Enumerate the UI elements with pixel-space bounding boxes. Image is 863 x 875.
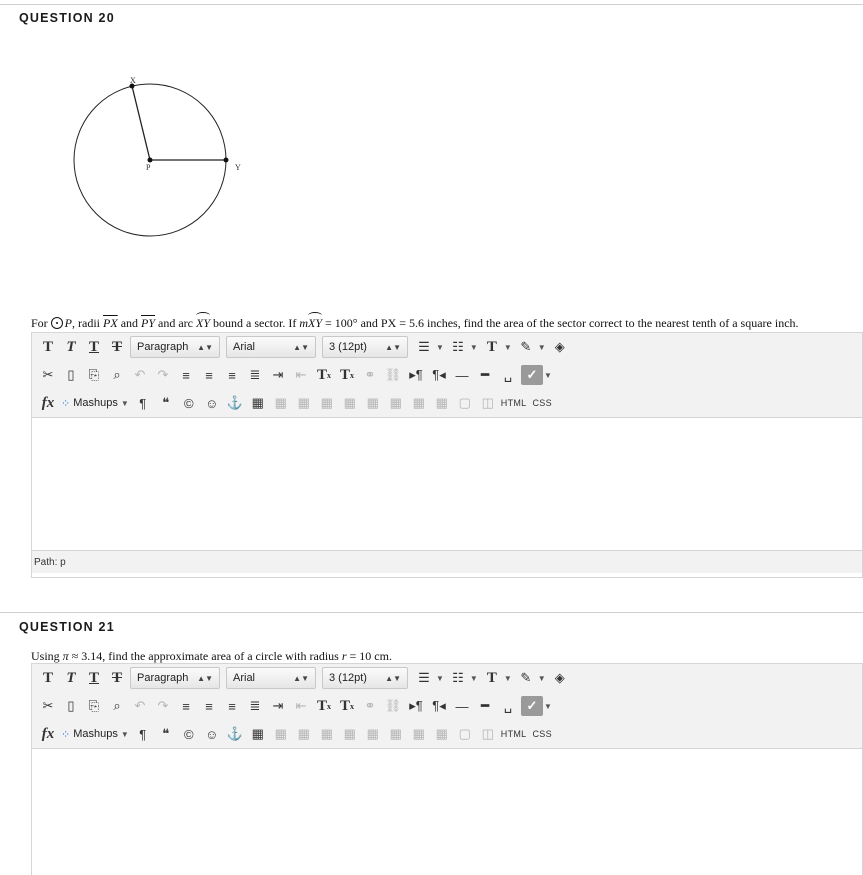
size-select[interactable]: 3 (12pt) ▲▼ [322, 336, 408, 358]
emoticon-icon[interactable]: ☺ [205, 726, 219, 742]
html-button[interactable]: HTML [500, 729, 527, 739]
table-row-props-icon[interactable]: ▦ [274, 395, 287, 410]
top-divider [0, 4, 863, 5]
indent-icon[interactable]: ⇥ [272, 367, 284, 382]
toolbar-row-3: fx ⁘ Mashups ▼ ¶ ❝ © ☺ ⚓ ▦ ▦ ▦ ▦ ▦ ▦ ▦ ▦ ▦ ▢ ◫ HTML CSS [32, 720, 862, 748]
horizontal-rule-icon[interactable]: — [455, 698, 469, 714]
merge-cells-icon[interactable]: ◫ [481, 395, 494, 410]
table-icon[interactable]: ▦ [251, 726, 264, 741]
font-select[interactable]: Arial ▲▼ [226, 667, 316, 689]
label-y: Y [235, 163, 241, 172]
bold-button[interactable]: T [42, 338, 53, 355]
thick-rule-icon[interactable]: ━ [481, 367, 489, 382]
rtl-icon[interactable]: ¶◂ [432, 698, 446, 713]
text-color-button[interactable]: T [486, 669, 497, 686]
question-21-prompt: Using π ≈ 3.14, find the approximate area of a circle with radius r = 10 cm. [31, 649, 392, 663]
spellcheck-icon[interactable]: ✓ [521, 365, 543, 385]
bullet-list-icon[interactable]: ☰ [418, 339, 430, 354]
paragraph-mark-icon[interactable]: ¶ [139, 395, 147, 411]
split-cells-icon[interactable]: ▢ [458, 726, 471, 741]
text-color-button[interactable]: T [486, 338, 497, 355]
unlink-icon[interactable]: ⛓ [384, 367, 402, 382]
path-bar: Path: p [32, 550, 862, 573]
toolbar-row-2: ✂ ▯ ⎘ ⌕ ↶ ↷ ≡ ≡ ≡ ≣ ⇥ ⇤ T x T x ⚭ ⛓ ▸¶ ¶◂ — ━ ␣ ✓ ▼ [32, 361, 862, 389]
mashups-icon: ⁘ [61, 728, 71, 741]
insert-col-before-icon[interactable]: ▦ [389, 395, 402, 410]
table-row-props-icon[interactable]: ▦ [274, 726, 287, 741]
rtl-icon[interactable]: ¶◂ [432, 367, 446, 382]
highlight-icon[interactable]: ✎ [520, 670, 532, 685]
align-left-icon[interactable]: ≡ [182, 698, 190, 714]
eraser-icon[interactable]: ◈ [554, 670, 565, 685]
formula-icon[interactable]: fx [41, 394, 55, 411]
insert-row-after-icon[interactable]: ▦ [343, 395, 356, 410]
strikethrough-button[interactable]: T [111, 669, 122, 686]
html-button[interactable]: HTML [500, 398, 527, 408]
copyright-icon[interactable]: © [183, 395, 194, 411]
indent-icon[interactable]: ⇥ [272, 698, 284, 713]
link-icon[interactable]: ⚭ [364, 698, 376, 713]
align-center-icon[interactable]: ≡ [205, 367, 213, 383]
italic-button[interactable]: T [66, 669, 76, 686]
format-select[interactable]: Paragraph ▲▼ [130, 336, 220, 358]
bold-button[interactable]: T [42, 669, 53, 686]
redo-icon[interactable]: ↷ [157, 367, 169, 382]
paste-icon[interactable]: ⎘ [88, 367, 100, 382]
insert-row-after-icon[interactable]: ▦ [343, 726, 356, 741]
mashups-icon: ⁘ [61, 397, 71, 410]
strikethrough-button[interactable]: T [111, 338, 122, 355]
italic-button[interactable]: T [66, 338, 76, 355]
underline-button[interactable]: T [88, 669, 99, 686]
split-cells-icon[interactable]: ▢ [458, 395, 471, 410]
toolbar-row-3: fx ⁘ Mashups ▼ ¶ ❝ © ☺ ⚓ ▦ ▦ ▦ ▦ ▦ ▦ ▦ ▦ ▦ ▢ ◫ HTML CSS [32, 389, 862, 417]
align-center-icon[interactable]: ≡ [205, 698, 213, 714]
circle-dot-icon [51, 317, 63, 329]
anchor-icon[interactable]: ⚓ [226, 726, 243, 741]
merge-cells-icon[interactable]: ◫ [481, 726, 494, 741]
outdent-icon[interactable]: ⇤ [295, 367, 307, 382]
toolbar-row-2: ✂ ▯ ⎘ ⌕ ↶ ↷ ≡ ≡ ≡ ≣ ⇥ ⇤ T x T x ⚭ ⛓ ▸¶ ¶◂ — ━ ␣ ✓ ▼ [32, 692, 862, 720]
delete-row-icon[interactable]: ▦ [366, 726, 379, 741]
table-cell-props-icon[interactable]: ▦ [297, 395, 310, 410]
table-icon[interactable]: ▦ [251, 395, 264, 410]
bullet-list-icon[interactable]: ☰ [418, 670, 430, 685]
unlink-icon[interactable]: ⛓ [384, 698, 402, 713]
css-button[interactable]: CSS [532, 729, 552, 739]
align-right-icon[interactable]: ≡ [228, 367, 236, 383]
question-20-prompt: For P, radii $\overline{PX}$ and $\overline{PY}$ and arc XY bound a sector. If mXY = 100° and PX = 5.6 inches, find the area of the sector correct to the nearest tenth of a square inch. [31, 316, 799, 330]
circle-diagram [60, 70, 260, 250]
label-x: X [130, 76, 136, 85]
delete-col-icon[interactable]: ▦ [435, 395, 448, 410]
redo-icon[interactable]: ↷ [157, 698, 169, 713]
question-21-text-area[interactable] [32, 749, 862, 875]
numbered-list-icon[interactable]: ☷ [452, 339, 464, 354]
thick-rule-icon[interactable]: ━ [481, 698, 489, 713]
format-select[interactable]: Paragraph ▲▼ [130, 667, 220, 689]
underline-button[interactable]: T [88, 338, 99, 355]
find-icon[interactable]: ⌕ [113, 367, 121, 382]
mashups-menu[interactable]: ⁘ Mashups [61, 397, 118, 410]
css-button[interactable]: CSS [532, 398, 552, 408]
size-select[interactable]: 3 (12pt) ▲▼ [322, 667, 408, 689]
insert-col-after-icon[interactable]: ▦ [412, 395, 425, 410]
align-justify-icon[interactable]: ≣ [249, 367, 261, 382]
question-21-editor [31, 663, 863, 875]
insert-col-after-icon[interactable]: ▦ [412, 726, 425, 741]
cut-icon[interactable]: ✂ [42, 367, 54, 382]
ltr-icon[interactable]: ▸¶ [409, 698, 423, 713]
outdent-icon[interactable]: ⇤ [295, 698, 307, 713]
question-20-text-area[interactable] [32, 418, 862, 550]
font-select[interactable]: Arial ▲▼ [226, 336, 316, 358]
question-20-title: QUESTION 20 [19, 11, 115, 25]
superscript-button[interactable]: T x [316, 366, 331, 383]
spellcheck-icon[interactable]: ✓ [521, 696, 543, 716]
subscript-button[interactable]: T x [339, 697, 354, 714]
highlight-icon[interactable]: ✎ [520, 339, 532, 354]
align-left-icon[interactable]: ≡ [182, 367, 190, 383]
cut-icon[interactable]: ✂ [42, 698, 54, 713]
mashups-menu[interactable]: ⁘ Mashups [61, 728, 118, 741]
insert-row-before-icon[interactable]: ▦ [320, 395, 333, 410]
paste-icon[interactable]: ⎘ [88, 698, 100, 713]
toolbar-row-1: T T T T Paragraph ▲▼ Arial ▲▼ 3 (12pt) ▲▼ ☰ ▼ ☷ ▼ T ▼ ✎ ▼ ◈ [32, 333, 862, 361]
find-icon[interactable]: ⌕ [113, 698, 121, 713]
anchor-icon[interactable]: ⚓ [226, 395, 243, 410]
delete-col-icon[interactable]: ▦ [435, 726, 448, 741]
align-justify-icon[interactable]: ≣ [249, 698, 261, 713]
superscript-button[interactable]: T x [316, 697, 331, 714]
horizontal-rule-icon[interactable]: — [455, 367, 469, 383]
copy-icon[interactable]: ▯ [67, 367, 75, 382]
delete-row-icon[interactable]: ▦ [366, 395, 379, 410]
nonbreaking-space-icon[interactable]: ␣ [503, 367, 513, 382]
eraser-icon[interactable]: ◈ [554, 339, 565, 354]
numbered-list-icon[interactable]: ☷ [452, 670, 464, 685]
ltr-icon[interactable]: ▸¶ [409, 367, 423, 382]
table-cell-props-icon[interactable]: ▦ [297, 726, 310, 741]
question-divider [0, 612, 863, 613]
emoticon-icon[interactable]: ☺ [205, 395, 219, 411]
undo-icon[interactable]: ↶ [134, 698, 146, 713]
question-20-editor [31, 332, 863, 578]
label-p: P [146, 163, 151, 172]
copyright-icon[interactable]: © [183, 726, 194, 742]
subscript-button[interactable]: T x [339, 366, 354, 383]
insert-col-before-icon[interactable]: ▦ [389, 726, 402, 741]
question-21-title: QUESTION 21 [19, 620, 115, 634]
link-icon[interactable]: ⚭ [364, 367, 376, 382]
undo-icon[interactable]: ↶ [134, 367, 146, 382]
blockquote-icon[interactable]: ❝ [162, 395, 170, 410]
insert-row-before-icon[interactable]: ▦ [320, 726, 333, 741]
align-right-icon[interactable]: ≡ [228, 698, 236, 714]
blockquote-icon[interactable]: ❝ [162, 726, 170, 741]
editor-toolbar [32, 664, 862, 749]
formula-icon[interactable]: fx [41, 725, 55, 742]
nonbreaking-space-icon[interactable]: ␣ [503, 698, 513, 713]
paragraph-mark-icon[interactable]: ¶ [139, 726, 147, 742]
copy-icon[interactable]: ▯ [67, 698, 75, 713]
toolbar-row-1: T T T T Paragraph ▲▼ Arial ▲▼ 3 (12pt) ▲▼ ☰ ▼ ☷ ▼ T ▼ ✎ ▼ ◈ [32, 664, 862, 692]
editor-toolbar [32, 333, 862, 418]
